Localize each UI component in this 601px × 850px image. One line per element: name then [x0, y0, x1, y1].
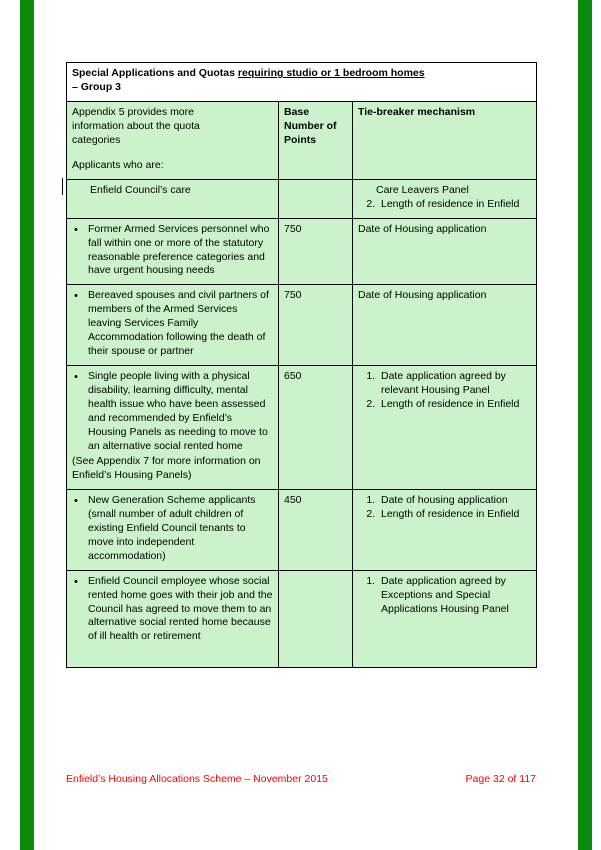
category-bullet-list	[72, 575, 273, 645]
footer-scheme-title: Enfield’s Housing Allocations Scheme – November 2015	[66, 773, 328, 785]
row-category-cell	[67, 489, 279, 570]
row-category-note: (See Appendix 7 for more information on Enfield’s Housing Panels)	[72, 454, 261, 481]
row-tiebreaker-cell	[353, 366, 537, 490]
row-category-text: • Former Armed Services personnel who fall within one or more of the statutory reasonable preference categories and have urgent housing needs	[88, 223, 273, 279]
category-bullet-list	[72, 370, 273, 454]
document-content	[66, 62, 536, 668]
header-cell-base-points: Base Number of Points	[279, 101, 353, 179]
row-tiebreaker-cell	[353, 179, 537, 218]
row-points-cell: 750	[279, 218, 353, 285]
category-bullet-list	[72, 289, 273, 359]
tiebreaker-item: 1. Date application agreed by relevant Housing Panel	[378, 370, 531, 398]
row-category-text: • New Generation Scheme applicants (small number of adult children of existing Enfield Council tenants to move into independent accommodation)	[88, 494, 273, 564]
table-title-cell	[67, 63, 537, 102]
table-header-row	[67, 101, 537, 179]
row-points-cell	[279, 570, 353, 667]
row-tiebreaker-cell	[353, 489, 537, 570]
table-row	[67, 285, 537, 366]
header-cell-tiebreaker: Tie-breaker mechanism	[353, 101, 537, 179]
category-bullet-list	[72, 494, 273, 564]
left-green-margin-band	[20, 0, 34, 850]
row-points-cell: 750	[279, 285, 353, 366]
row-category-cell	[67, 570, 279, 667]
row-tiebreaker-cell	[353, 570, 537, 667]
header-spacer	[72, 148, 273, 159]
tiebreaker-item-unnumbered: Care Leavers Panel	[376, 183, 469, 196]
row-category-text: • Single people living with a physical disability, learning difficulty, mental health issue who have been assessed and recommended by Enfield’s Housing Panels as needing to move to an alternative social rented home	[88, 370, 273, 454]
special-applications-quotas-table	[66, 62, 537, 668]
header-line-3: categories	[72, 133, 121, 146]
footer-page-number: Page 32 of 117	[465, 773, 536, 785]
header-line-4: Applicants who are:	[72, 158, 164, 171]
table-title-row	[67, 63, 537, 102]
row-category-text: • Bereaved spouses and civil partners of members of the Armed Services leaving Services Family Accommodation following the death of their spouse or partner	[88, 289, 273, 359]
table-row	[67, 179, 537, 218]
header-cell-categories	[67, 101, 279, 179]
row-category-cell	[67, 366, 279, 490]
right-green-margin-band	[578, 0, 592, 850]
tiebreaker-item: 2. Length of residence in Enfield	[378, 398, 531, 412]
tiebreaker-numbered-list	[358, 575, 531, 617]
row-category-cell	[67, 179, 279, 218]
tiebreaker-numbered-list	[358, 494, 531, 522]
row-tiebreaker-cell: Date of Housing application	[353, 218, 537, 285]
table-row	[67, 218, 537, 285]
table-row	[67, 366, 537, 490]
text-cursor	[62, 178, 63, 195]
row-points-cell: 650	[279, 366, 353, 490]
tiebreaker-item: 2. Length of residence in Enfield	[378, 198, 531, 212]
row-category-text: Enfield Council’s care	[90, 183, 191, 196]
table-title-line2: – Group 3	[72, 80, 122, 93]
tiebreaker-numbered-list	[358, 370, 531, 412]
category-bullet-list	[72, 223, 273, 279]
table-row	[67, 489, 537, 570]
row-points-cell: 450	[279, 489, 353, 570]
row-tiebreaker-cell: Date of Housing application	[353, 285, 537, 366]
tiebreaker-item: 1. Date of housing application	[378, 494, 531, 508]
tiebreaker-item: 2. Length of residence in Enfield	[378, 508, 531, 522]
row-category-cell	[67, 285, 279, 366]
row-points-cell	[279, 179, 353, 218]
table-row	[67, 570, 537, 667]
tiebreaker-numbered-list	[358, 198, 531, 212]
row-category-cell	[67, 218, 279, 285]
header-line-2: information about the quota	[72, 119, 200, 132]
table-title-underlined: requiring studio or 1 bedroom homes	[237, 67, 425, 79]
row-category-text: • Enfield Council employee whose social rented home goes with their job and the Council has agreed to move them to an alternative social rented home because of ill health or retirement	[88, 575, 273, 645]
header-line-1: Appendix 5 provides more	[72, 105, 194, 118]
page-footer	[66, 773, 536, 785]
tiebreaker-item: 1. Date application agreed by Exceptions and Special Applications Housing Panel	[378, 575, 531, 617]
table-title-plain: Special Applications and Quotas	[72, 67, 238, 79]
